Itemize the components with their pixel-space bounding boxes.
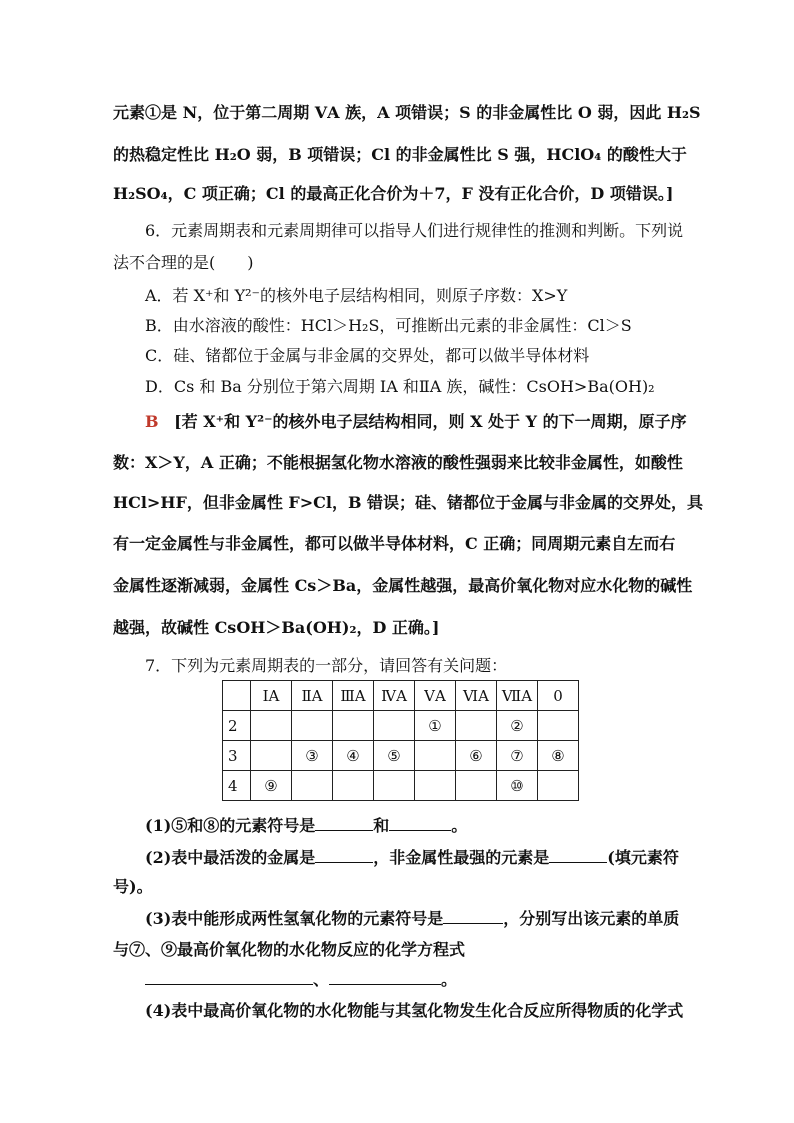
q7-sub2-text-c: (填元素符 xyxy=(607,848,679,867)
table-cell: ③ xyxy=(292,741,333,771)
q6-explanation-text-1: [若 X⁺和 Y²⁻的核外电子层结构相同，则 X 处于 Y 的下一周期，原子序 xyxy=(174,412,687,431)
q7-sub4: (4)表中最高价氧化物的水化物能与其氢化物发生化合反应所得物质的化学式 xyxy=(145,1001,684,1020)
q6-answer-letter: B xyxy=(145,412,159,431)
equation-blank[interactable] xyxy=(329,970,441,985)
q7-sub3-line-2: 与⑦、⑨最高价氧化物的水化物反应的化学方程式 xyxy=(113,940,466,959)
q6-option-b: B．由水溶液的酸性：HCl＞H₂S，可推断出元素的非金属性：Cl＞S xyxy=(145,316,632,335)
table-header-cell: ⅦA xyxy=(497,681,538,711)
q7-sub2 xyxy=(145,848,679,868)
q7-stem: 7．下列为元素周期表的一部分，请回答有关问题： xyxy=(145,656,508,675)
q7-sub3-text-b: ，分别写出该元素的单质 xyxy=(503,909,680,928)
q6-option-a: A．若 X⁺和 Y²⁻的核外电子层结构相同，则原子序数：X>Y xyxy=(145,286,568,305)
answer-blank[interactable] xyxy=(315,816,373,831)
table-header-cell: ⅢA xyxy=(333,681,374,711)
q6-explanation-line-5: 金属性逐渐减弱，金属性 Cs＞Ba，金属性越强，最高价氧化物对应水化物的碱性 xyxy=(113,576,693,595)
table-header-cell xyxy=(223,681,251,711)
prev-answer-line-1: 元素①是 N，位于第二周期 ⅤA 族，A 项错误；S 的非金属性比 O 弱，因此 H₂S xyxy=(113,103,701,122)
answer-blank[interactable] xyxy=(315,848,373,863)
table-cell: ④ xyxy=(333,741,374,771)
table-header-cell: 0 xyxy=(538,681,579,711)
period-label: 2 xyxy=(223,711,251,741)
q7-sub3-line-3 xyxy=(145,970,457,990)
table-cell: ② xyxy=(497,711,538,741)
q7-sub2-line-2: 号)。 xyxy=(113,877,153,896)
period-label: 4 xyxy=(223,771,251,801)
answer-blank[interactable] xyxy=(443,909,503,924)
table-cell xyxy=(456,711,497,741)
table-header-cell: ⅥA xyxy=(456,681,497,711)
q6-option-c: C．硅、锗都位于金属与非金属的交界处，都可以做半导体材料 xyxy=(145,346,590,365)
table-cell xyxy=(333,711,374,741)
periodic-table-fragment xyxy=(222,680,579,801)
q7-sub3-text-a: (3)表中能形成两性氢氧化物的元素符号是 xyxy=(145,909,444,928)
q7-sub1-text-c: 。 xyxy=(451,816,468,835)
table-cell: ① xyxy=(415,711,456,741)
q7-sub3 xyxy=(145,909,679,929)
answer-blank[interactable] xyxy=(389,816,451,831)
table-cell: ⑤ xyxy=(374,741,415,771)
table-cell xyxy=(251,711,292,741)
table-cell xyxy=(456,771,497,801)
q6-explanation-line-6: 越强，故碱性 CsOH＞Ba(OH)₂，D 正确。] xyxy=(113,618,440,637)
q7-sub1 xyxy=(145,816,467,836)
q6-explanation-line-2: 数：X＞Y，A 正确；不能根据氢化物水溶液的酸性强弱来比较非金属性，如酸性 xyxy=(113,453,683,472)
table-header-cell: ⅤA xyxy=(415,681,456,711)
prev-answer-line-3: H₂SO₄，C 项正确；Cl 的最高正化合价为＋7，F 没有正化合价，D 项错误。] xyxy=(113,184,674,203)
answer-blank[interactable] xyxy=(549,848,607,863)
table-cell xyxy=(374,711,415,741)
table-cell xyxy=(415,741,456,771)
q6-explanation-line-1 xyxy=(145,412,687,432)
table-cell: ⑥ xyxy=(456,741,497,771)
table-row xyxy=(223,771,579,801)
q7-sub1-text-b: 和 xyxy=(373,816,390,835)
table-cell: ⑦ xyxy=(497,741,538,771)
equation-blank[interactable] xyxy=(145,970,313,985)
q7-sub3-sep: 、 xyxy=(313,970,330,989)
table-cell xyxy=(333,771,374,801)
q7-sub2-text-b: ，非金属性最强的元素是 xyxy=(373,848,550,867)
table-cell xyxy=(415,771,456,801)
table-header-row xyxy=(223,681,579,711)
q7-sub2-text-a: (2)表中最活泼的金属是 xyxy=(145,848,316,867)
table-header-cell: ⅠA xyxy=(251,681,292,711)
table-cell: ⑨ xyxy=(251,771,292,801)
q6-option-d: D．Cs 和 Ba 分别位于第六周期 ⅠA 和ⅡA 族，碱性：CsOH>Ba(OH)₂ xyxy=(145,377,655,396)
table-cell: ⑧ xyxy=(538,741,579,771)
q6-explanation-line-4: 有一定金属性与非金属性，都可以做半导体材料，C 正确；同周期元素自左而右 xyxy=(113,534,676,553)
q6-explanation-line-3: HCl>HF，但非金属性 F>Cl，B 错误；硅、锗都位于金属与非金属的交界处，具 xyxy=(113,493,704,512)
prev-answer-line-2: 的热稳定性比 H₂O 弱，B 项错误；Cl 的非金属性比 S 强，HClO₄ 的酸性大于 xyxy=(113,145,687,164)
table-cell xyxy=(292,711,333,741)
q6-stem-line-2: 法不合理的是( ) xyxy=(113,253,254,272)
table-cell xyxy=(538,771,579,801)
table-cell xyxy=(251,741,292,771)
table-cell: ⑩ xyxy=(497,771,538,801)
period-label: 3 xyxy=(223,741,251,771)
q7-sub1-text-a: (1)⑤和⑧的元素符号是 xyxy=(145,816,316,835)
table-cell xyxy=(292,771,333,801)
table-cell xyxy=(374,771,415,801)
table-cell xyxy=(538,711,579,741)
q7-sub3-end: 。 xyxy=(441,970,458,989)
table-row xyxy=(223,711,579,741)
table-header-cell: ⅣA xyxy=(374,681,415,711)
q6-stem-line-1: 6．元素周期表和元素周期律可以指导人们进行规律性的推测和判断。下列说 xyxy=(145,221,684,240)
table-header-cell: ⅡA xyxy=(292,681,333,711)
table-row xyxy=(223,741,579,771)
